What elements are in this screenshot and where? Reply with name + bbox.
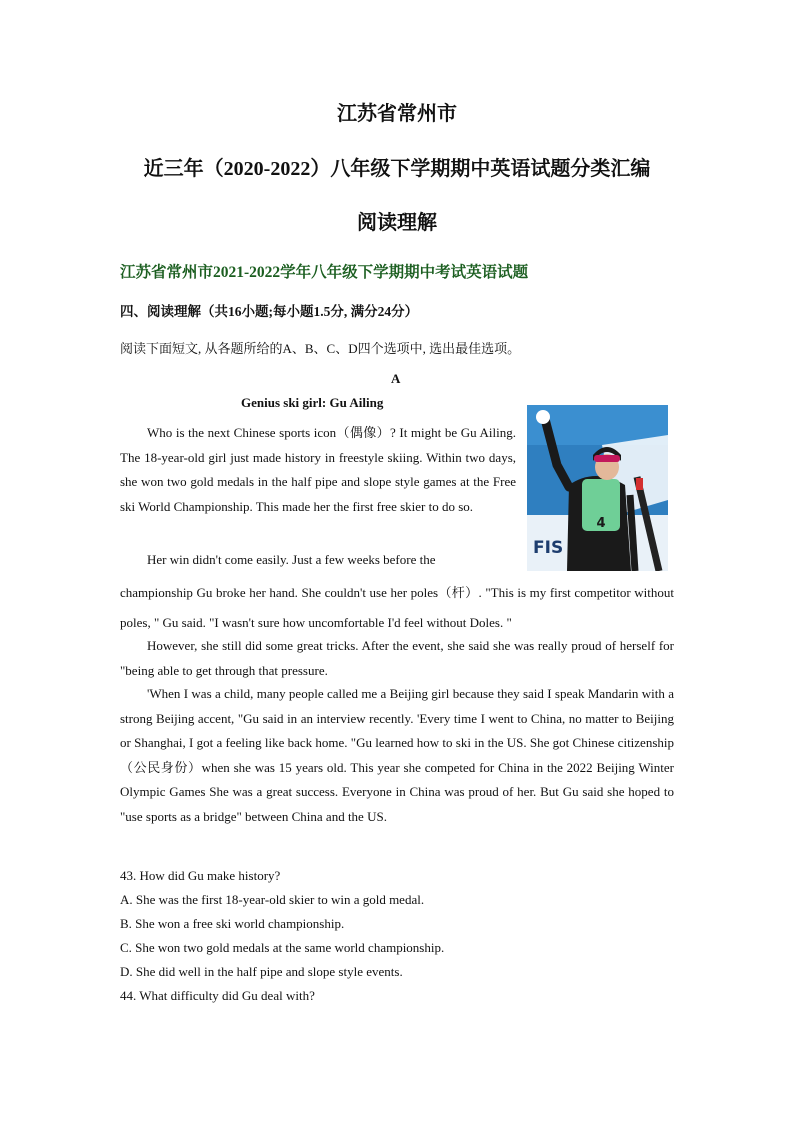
passage-paragraph-4: 'When I was a child, many people called me a Beijing girl because they said I speak Mandarin with a strong Beijing accent, "Gu said in an interview recently. 'Every time I went to China, no matter to Beijing or Shanghai, I got a feeling like back home. "Gu learned how to ski in the US. She got Chinese citizenship（公民身份）when she was 15 years old. This year she competed for China in the 2022 Beijing Winter Olympic Games She was a great success. Everyone in China was proud of her. But Gu said she hoped to "use sports as a bridge" between China and the US.	[120, 686, 674, 824]
document-section-title: 阅读理解	[357, 212, 437, 234]
question-43-option-d: D. She did well in the half pipe and slope style events.	[120, 964, 403, 979]
instructions: 阅读下面短文, 从各题所给的A、B、C、D四个选项中, 选出最佳选项。	[120, 341, 521, 356]
document-title: 江苏省常州市	[337, 103, 457, 125]
skier-photo	[527, 405, 668, 571]
question-43: 43. How did Gu make history?	[120, 868, 281, 883]
passage-paragraph-3: However, she still did some great tricks. After the event, she said she was really proud of herself for "being able to get through that pressure.	[120, 638, 674, 678]
question-43-option-a: A. She was the first 18-year-old skier to win a gold medal.	[120, 892, 425, 907]
document-subtitle: 近三年（2020-2022）八年级下学期期中英语试题分类汇编	[143, 158, 651, 180]
exam-title: 江苏省常州市2021-2022学年八年级下学期期中考试英语试题	[120, 264, 529, 281]
section-heading: 四、阅读理解（共16小题;每小题1.5分, 满分24分）	[120, 304, 419, 319]
passage-paragraph-2: championship Gu broke her hand. She couldn't use her poles（杆）. "This is my first competitor without poles, " Gu said. "I wasn't sure how uncomfortable I'd feel without Doles. "	[120, 585, 674, 630]
passage-title: Genius ski girl: Gu Ailing	[241, 395, 384, 410]
question-43-option-c: C. She won two gold medals at the same world championship.	[120, 940, 445, 955]
passage-paragraph-1: Who is the next Chinese sports icon（偶像）? It might be Gu Ailing. The 18-year-old girl just made history in freestyle skiing. Within two days, she won two gold medals in the half pipe and slope style games at the Free ski World Championship. This made her the first free skier to do so.	[120, 425, 516, 514]
bib-number: 4	[596, 516, 606, 531]
passage-paragraph-2-first-line: Her win didn't come easily. Just a few weeks before the	[147, 552, 436, 567]
passage-letter: A	[391, 371, 401, 386]
fis-logo-text: FIS	[533, 538, 564, 558]
question-44: 44. What difficulty did Gu deal with?	[120, 988, 315, 1003]
question-43-option-b: B. She won a free ski world championship.	[120, 916, 345, 931]
